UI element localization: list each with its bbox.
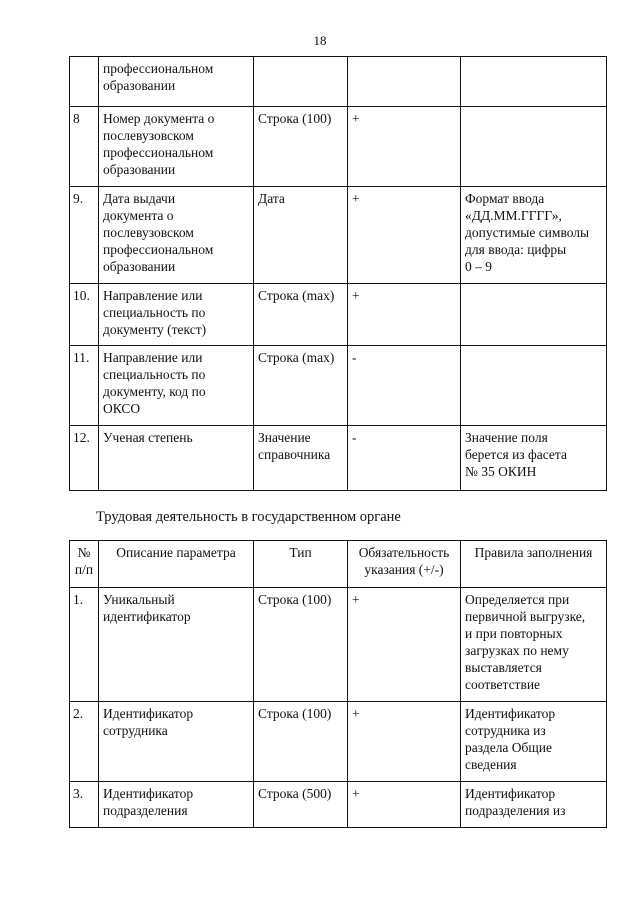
header-description: Описание параметра (99, 541, 254, 588)
table-row (70, 107, 607, 187)
parameter-rules: Определяется при первичной выгрузке, и при повторных загрузках по нему выставляется соответствие (461, 588, 607, 702)
parameter-type: Строка (100) (254, 588, 348, 702)
parameter-rules (461, 284, 607, 346)
parameter-rules: Формат ввода «ДД.ММ.ГГГГ», допустимые символы для ввода: цифры 0 – 9 (461, 187, 607, 284)
table-row (70, 346, 607, 426)
parameter-rules (461, 57, 607, 107)
table-row (70, 702, 607, 782)
header-type: Тип (254, 541, 348, 588)
parameter-required: - (348, 346, 461, 426)
parameter-description: Направление или специальность по документу, код по ОКСО (99, 346, 254, 426)
table-row (70, 588, 607, 702)
section-title: Трудовая деятельность в государственном органе (96, 509, 401, 525)
page-number: 18 (313, 33, 327, 48)
parameter-required: + (348, 187, 461, 284)
row-number: 1. (70, 588, 99, 702)
parameter-description: Направление или специальность по документу (текст) (99, 284, 254, 346)
parameter-rules: Идентификатор сотрудника из раздела Общие сведения (461, 702, 607, 782)
table-row (70, 426, 607, 491)
parameter-description: Дата выдачи документа о послевузовском профессиональном образовании (99, 187, 254, 284)
row-number: 2. (70, 702, 99, 782)
row-number: 12. (70, 426, 99, 491)
parameter-description: Идентификатор сотрудника (99, 702, 254, 782)
parameter-type: Дата (254, 187, 348, 284)
table-row (70, 782, 607, 828)
table-row (70, 57, 607, 107)
parameter-required: - (348, 426, 461, 491)
parameter-rules: Значение поля берется из фасета № 35 ОКИН (461, 426, 607, 491)
parameter-description: профессиональном образовании (99, 57, 254, 107)
row-number: 3. (70, 782, 99, 828)
header-required: Обязательность указания (+/-) (348, 541, 461, 588)
row-number: 9. (70, 187, 99, 284)
parameter-required: + (348, 588, 461, 702)
parameter-required (348, 57, 461, 107)
parameter-description: Номер документа о послевузовском профессиональном образовании (99, 107, 254, 187)
parameter-description: Уникальный идентификатор (99, 588, 254, 702)
parameter-type (254, 57, 348, 107)
row-number: 10. (70, 284, 99, 346)
parameter-required: + (348, 284, 461, 346)
parameters-table-continued (69, 56, 607, 491)
employment-parameters-table (69, 540, 607, 828)
row-number (70, 57, 99, 107)
header-number: № п/п (70, 541, 99, 588)
parameter-type: Строка (100) (254, 702, 348, 782)
table-header-row (70, 541, 607, 588)
parameter-rules (461, 346, 607, 426)
parameter-rules: Идентификатор подразделения из (461, 782, 607, 828)
parameter-type: Строка (max) (254, 346, 348, 426)
row-number: 11. (70, 346, 99, 426)
parameter-description: Ученая степень (99, 426, 254, 491)
table-row (70, 187, 607, 284)
parameter-required: + (348, 107, 461, 187)
parameter-type: Строка (100) (254, 107, 348, 187)
parameter-required: + (348, 702, 461, 782)
parameter-rules (461, 107, 607, 187)
parameter-type: Строка (500) (254, 782, 348, 828)
header-rules: Правила заполнения (461, 541, 607, 588)
row-number: 8 (70, 107, 99, 187)
table-row (70, 284, 607, 346)
parameter-description: Идентификатор подразделения (99, 782, 254, 828)
parameter-type: Значение справочника (254, 426, 348, 491)
parameter-required: + (348, 782, 461, 828)
parameter-type: Строка (max) (254, 284, 348, 346)
